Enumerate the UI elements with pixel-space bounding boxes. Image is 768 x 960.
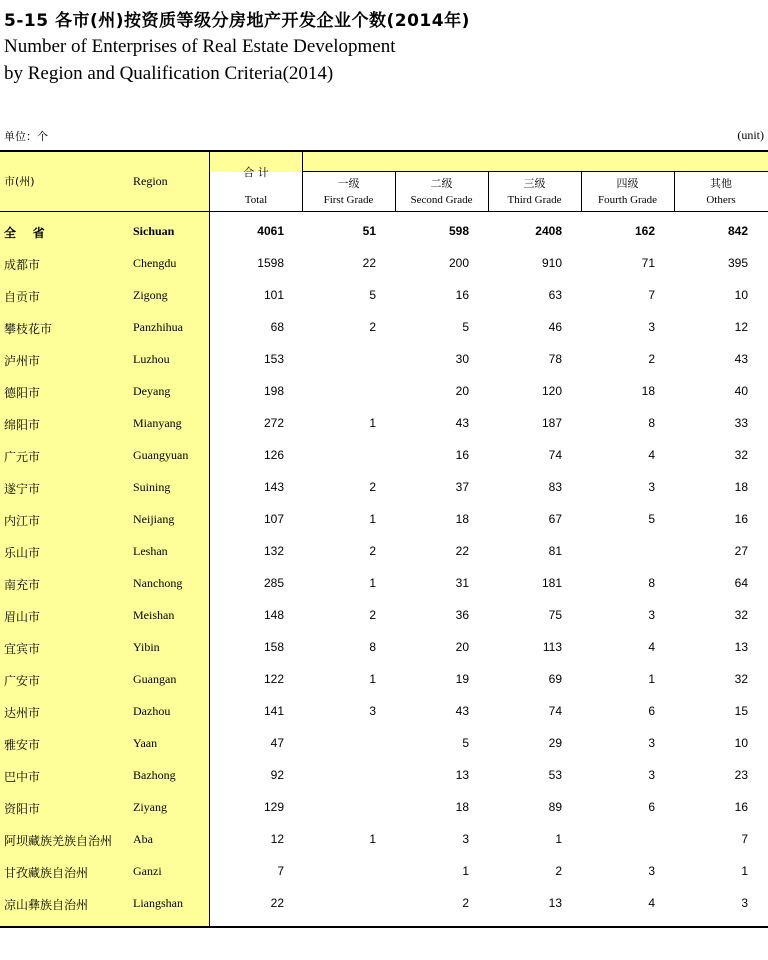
table-row	[0, 640, 768, 658]
cell-g3: 120	[541, 384, 562, 398]
cell-g2: 30	[455, 352, 469, 366]
header-total-en: Total	[244, 194, 268, 206]
cell-g1: 5	[369, 288, 376, 302]
table-row	[0, 768, 768, 786]
page-title-en-line1: Number of Enterprises of Real Estate Development	[4, 36, 396, 57]
cell-en: Liangshan	[133, 896, 183, 910]
cell-other: 842	[727, 224, 748, 238]
page-title-cn: 5-15 各市(州)按资质等级分房地产开发企业个数(2014年)	[4, 11, 470, 31]
table-row	[0, 352, 768, 370]
cell-total: 47	[270, 736, 284, 750]
cell-total: 153	[263, 352, 284, 366]
cell-other: 7	[741, 832, 748, 846]
cell-g4: 4	[648, 896, 655, 910]
cell-other: 16	[734, 512, 748, 526]
cell-en: Guangan	[133, 672, 177, 686]
cell-en: Luzhou	[133, 352, 170, 366]
cell-g1: 1	[369, 416, 376, 430]
cell-en: Aba	[133, 832, 153, 846]
header-grade-1-cn: 一级	[337, 177, 360, 190]
table-row	[0, 448, 768, 466]
header-grade-2-en: Second Grade	[410, 194, 473, 206]
cell-g3: 13	[548, 896, 562, 910]
cell-g3: 74	[548, 704, 562, 718]
cell-g4: 8	[648, 416, 655, 430]
cell-g1: 2	[369, 480, 376, 494]
subheader-rule	[302, 171, 768, 172]
cell-cn: 阿坝藏族羌族自治州	[4, 834, 113, 848]
cell-g2: 13	[455, 768, 469, 782]
table-row	[0, 864, 768, 882]
cell-total: 92	[270, 768, 284, 782]
cell-total: 107	[263, 512, 284, 526]
table-row	[0, 832, 768, 850]
cell-total: 101	[263, 288, 284, 302]
cell-cn: 泸州市	[4, 354, 41, 368]
cell-g4: 4	[648, 640, 655, 654]
cell-g3: 75	[548, 608, 562, 622]
cell-g2: 18	[455, 800, 469, 814]
cell-total: 143	[263, 480, 284, 494]
cell-cn: 广安市	[4, 674, 41, 688]
cell-g4: 5	[648, 512, 655, 526]
cell-other: 10	[734, 288, 748, 302]
cell-other: 18	[734, 480, 748, 494]
cell-g3: 2408	[535, 224, 562, 238]
cell-other: 1	[741, 864, 748, 878]
cell-cn: 资阳市	[4, 802, 41, 816]
cell-g3: 89	[548, 800, 562, 814]
cell-g2: 31	[455, 576, 469, 590]
table-row	[0, 320, 768, 338]
cell-g2: 5	[462, 320, 469, 334]
cell-g3: 53	[548, 768, 562, 782]
cell-g2: 19	[455, 672, 469, 686]
table-row	[0, 256, 768, 274]
cell-g4: 4	[648, 448, 655, 462]
cell-g2: 1	[462, 864, 469, 878]
cell-g1: 8	[369, 640, 376, 654]
unit-label-en: (unit)	[737, 128, 764, 142]
cell-cn: 达州市	[4, 706, 41, 720]
cell-total: 132	[263, 544, 284, 558]
cell-en: Panzhihua	[133, 320, 183, 334]
header-total-cn: 合 计	[243, 166, 269, 179]
cell-g2: 18	[455, 512, 469, 526]
cell-total: 126	[263, 448, 284, 462]
cell-g2: 3	[462, 832, 469, 846]
cell-g3: 67	[548, 512, 562, 526]
cell-g2: 20	[455, 640, 469, 654]
cell-other: 64	[734, 576, 748, 590]
cell-g4: 7	[648, 288, 655, 302]
cell-en: Meishan	[133, 608, 175, 622]
cell-total: 158	[263, 640, 284, 654]
cell-total: 12	[270, 832, 284, 846]
cell-g2: 598	[448, 224, 469, 238]
cell-g2: 2	[462, 896, 469, 910]
cell-g1: 1	[369, 832, 376, 846]
cell-g2: 36	[455, 608, 469, 622]
cell-g3: 181	[541, 576, 562, 590]
cell-en: Chengdu	[133, 256, 177, 270]
cell-cn: 成都市	[4, 258, 41, 272]
cell-other: 32	[734, 608, 748, 622]
table-row	[0, 672, 768, 690]
cell-en: Mianyang	[133, 416, 182, 430]
cell-other: 33	[734, 416, 748, 430]
cell-g1: 3	[369, 704, 376, 718]
header-grade-4-en: Fourth Grade	[598, 194, 657, 206]
cell-other: 3	[741, 896, 748, 910]
cell-other: 16	[734, 800, 748, 814]
table-row	[0, 288, 768, 306]
cell-g2: 200	[448, 256, 469, 270]
cell-en: Zigong	[133, 288, 168, 302]
table-row	[0, 384, 768, 402]
table-row	[0, 224, 768, 242]
cell-g2: 16	[455, 448, 469, 462]
cell-g3: 2	[555, 864, 562, 878]
cell-g1: 2	[369, 320, 376, 334]
cell-g4: 1	[648, 672, 655, 686]
cell-other: 32	[734, 672, 748, 686]
table-row	[0, 896, 768, 914]
cell-en: Guangyuan	[133, 448, 189, 462]
cell-en: Nanchong	[133, 576, 183, 590]
cell-total: 129	[263, 800, 284, 814]
cell-cn: 雅安市	[4, 738, 41, 752]
cell-g2: 5	[462, 736, 469, 750]
cell-g3: 46	[548, 320, 562, 334]
cell-en: Bazhong	[133, 768, 176, 782]
cell-cn: 巴中市	[4, 770, 41, 784]
cell-g4: 3	[648, 736, 655, 750]
table-row	[0, 480, 768, 498]
data-table	[0, 150, 768, 930]
cell-g2: 22	[455, 544, 469, 558]
cell-total: 148	[263, 608, 284, 622]
cell-g3: 187	[541, 416, 562, 430]
cell-total: 7	[277, 864, 284, 878]
cell-cn: 绵阳市	[4, 418, 41, 432]
cell-g2: 43	[455, 416, 469, 430]
cell-g4: 6	[648, 704, 655, 718]
cell-g3: 63	[548, 288, 562, 302]
cell-total: 198	[263, 384, 284, 398]
cell-other: 12	[734, 320, 748, 334]
header-grade-3-cn: 三级	[523, 177, 546, 190]
cell-total: 1598	[257, 256, 284, 270]
cell-g3: 69	[548, 672, 562, 686]
table-row	[0, 416, 768, 434]
cell-g3: 29	[548, 736, 562, 750]
cell-cn: 甘孜藏族自治州	[4, 866, 89, 880]
cell-en: Ganzi	[133, 864, 162, 878]
cell-g4: 162	[634, 224, 655, 238]
header-city-cn: 市(州)	[4, 175, 35, 188]
cell-cn: 乐山市	[4, 546, 41, 560]
table-bottom-rule	[0, 926, 768, 928]
cell-cn: 攀枝花市	[4, 322, 53, 336]
cell-g2: 16	[455, 288, 469, 302]
cell-g3: 78	[548, 352, 562, 366]
table-row	[0, 512, 768, 530]
cell-other: 23	[734, 768, 748, 782]
cell-en: Dazhou	[133, 704, 171, 718]
cell-g4: 3	[648, 480, 655, 494]
cell-total: 68	[270, 320, 284, 334]
table-row	[0, 800, 768, 818]
cell-en: Deyang	[133, 384, 171, 398]
cell-cn: 全 省	[4, 226, 45, 240]
table-row	[0, 736, 768, 754]
cell-g4: 3	[648, 864, 655, 878]
cell-cn: 自贡市	[4, 290, 41, 304]
cell-total: 285	[263, 576, 284, 590]
cell-g1: 1	[369, 512, 376, 526]
table-top-rule	[0, 150, 768, 152]
table-row	[0, 576, 768, 594]
cell-en: Yaan	[133, 736, 158, 750]
cell-g1: 2	[369, 544, 376, 558]
cell-cn: 眉山市	[4, 610, 41, 624]
cell-other: 10	[734, 736, 748, 750]
cell-cn: 广元市	[4, 450, 41, 464]
cell-total: 141	[263, 704, 284, 718]
cell-g3: 74	[548, 448, 562, 462]
cell-g3: 113	[542, 640, 562, 654]
cell-other: 43	[734, 352, 748, 366]
cell-other: 395	[727, 256, 748, 270]
header-region-en: Region	[133, 174, 168, 188]
cell-g1: 2	[369, 608, 376, 622]
cell-other: 13	[734, 640, 748, 654]
cell-g4: 18	[641, 384, 655, 398]
cell-en: Leshan	[133, 544, 168, 558]
cell-other: 27	[734, 544, 748, 558]
cell-total: 4061	[257, 224, 284, 238]
header-grade-2-cn: 二级	[430, 177, 453, 190]
cell-g3: 83	[548, 480, 562, 494]
cell-g1: 1	[369, 576, 376, 590]
page-title-en-line2: by Region and Qualification Criteria(2014)	[4, 63, 334, 84]
table-row	[0, 608, 768, 626]
cell-en: Neijiang	[133, 512, 175, 526]
cell-en: Sichuan	[133, 224, 175, 238]
cell-g4: 3	[648, 768, 655, 782]
cell-g4: 6	[648, 800, 655, 814]
header-grade-4-cn: 四级	[616, 177, 639, 190]
cell-cn: 遂宁市	[4, 482, 41, 496]
cell-other: 40	[734, 384, 748, 398]
unit-label-cn: 单位：个	[4, 130, 48, 143]
cell-total: 272	[263, 416, 284, 430]
cell-en: Yibin	[133, 640, 160, 654]
cell-cn: 德阳市	[4, 386, 41, 400]
cell-cn: 内江市	[4, 514, 41, 528]
cell-en: Suining	[133, 480, 171, 494]
header-grade-5-en: Others	[706, 194, 736, 206]
cell-cn: 凉山彝族自治州	[4, 898, 89, 912]
cell-cn: 南充市	[4, 578, 41, 592]
cell-en: Ziyang	[133, 800, 167, 814]
cell-g4: 8	[648, 576, 655, 590]
cell-g1: 22	[362, 256, 376, 270]
cell-total: 22	[270, 896, 284, 910]
cell-g4: 3	[648, 320, 655, 334]
cell-g2: 43	[455, 704, 469, 718]
header-grade-1-en: First Grade	[323, 194, 374, 206]
cell-other: 32	[734, 448, 748, 462]
table-row	[0, 704, 768, 722]
cell-g4: 2	[648, 352, 655, 366]
cell-g3: 1	[555, 832, 562, 846]
cell-g3: 81	[548, 544, 562, 558]
cell-g4: 71	[641, 256, 655, 270]
cell-g2: 37	[455, 480, 469, 494]
cell-total: 122	[263, 672, 284, 686]
cell-other: 15	[734, 704, 748, 718]
header-grade-3-en: Third Grade	[507, 194, 562, 206]
cell-cn: 宜宾市	[4, 642, 41, 656]
table-row	[0, 544, 768, 562]
cell-g3: 910	[541, 256, 562, 270]
cell-g2: 20	[455, 384, 469, 398]
cell-g1: 51	[362, 224, 376, 238]
cell-g4: 3	[648, 608, 655, 622]
header-bottom-rule	[0, 211, 768, 212]
header-grade-5-cn: 其他	[710, 177, 732, 190]
cell-g1: 1	[369, 672, 376, 686]
